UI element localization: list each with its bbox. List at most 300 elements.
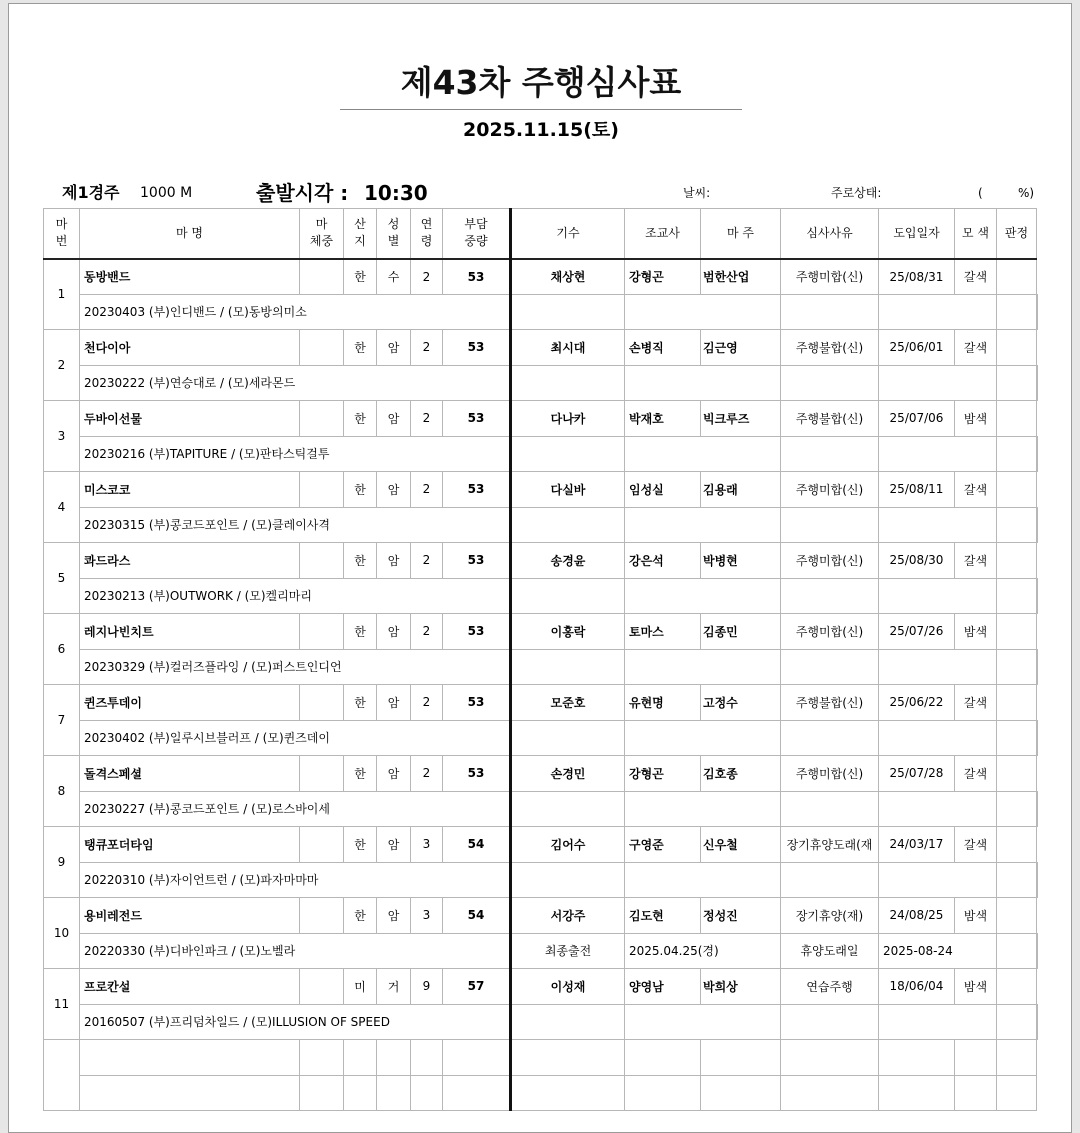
empty-cell (300, 1040, 344, 1076)
col-header-sex: 성 별 (377, 209, 411, 259)
horse-origin: 한 (344, 259, 377, 295)
table-row (44, 614, 1038, 650)
table-row (44, 898, 1038, 934)
horse-number: 2 (44, 330, 80, 401)
pedigree-info: 20230329 (부)컬러즈플라잉 / (모)퍼스트인디언 (80, 649, 511, 685)
empty-cell (781, 720, 879, 756)
horse-burden-weight: 53 (443, 614, 511, 650)
horse-sex: 암 (377, 330, 411, 366)
empty-cell (625, 507, 781, 543)
coat-color: 밤색 (955, 898, 997, 934)
empty-cell (511, 1075, 625, 1111)
empty-cell (1037, 294, 1038, 330)
pedigree-info: 20230216 (부)TAPITURE / (모)판타스틱걸투 (80, 436, 511, 472)
horse-origin: 한 (344, 472, 377, 508)
col-header-intro-date: 도입일자 (879, 209, 955, 259)
horse-sex: 암 (377, 685, 411, 721)
empty-cell (879, 436, 997, 472)
start-time-label: 출발시각 : (256, 181, 349, 205)
empty-cell (997, 578, 1037, 614)
empty-cell (997, 1075, 1037, 1111)
empty-cell (997, 791, 1037, 827)
empty-cell (411, 1075, 443, 1111)
jockey-name: 서강주 (511, 898, 625, 934)
horse-body-weight (300, 330, 344, 366)
pedigree-info: 20230222 (부)연승대로 / (모)세라몬드 (80, 365, 511, 401)
intro-date: 25/08/11 (879, 472, 955, 508)
col-header-reason: 심사사유 (781, 209, 879, 259)
pedigree-info: 20230402 (부)일루시브블러프 / (모)퀸즈데이 (80, 720, 511, 756)
verdict-cell (997, 898, 1037, 934)
intro-date: 25/06/01 (879, 330, 955, 366)
empty-cell (1037, 933, 1038, 969)
horse-sex: 암 (377, 827, 411, 863)
inspection-table (43, 208, 1038, 1111)
horse-name: 프로칸설 (80, 969, 300, 1005)
blank-row (44, 1075, 1038, 1111)
col-header-burden: 부담 중량 (443, 209, 511, 259)
table-row-info (44, 791, 1038, 827)
table-row (44, 543, 1038, 579)
empty-cell (344, 1040, 377, 1076)
verdict-cell (997, 330, 1037, 366)
coat-color: 밤색 (955, 401, 997, 437)
jockey-name: 이성재 (511, 969, 625, 1005)
horse-age: 2 (411, 330, 443, 366)
race-distance: 1000 M (140, 185, 193, 201)
empty-cell (625, 1075, 701, 1111)
horse-name: 미스코코 (80, 472, 300, 508)
inspection-reason: 장기휴양도래(재 (781, 827, 879, 863)
table-row-info (44, 1004, 1038, 1040)
horse-sex: 암 (377, 898, 411, 934)
empty-cell (625, 1040, 701, 1076)
table-row-info (44, 649, 1038, 685)
horse-sex: 암 (377, 401, 411, 437)
col-header-verdict: 판정 (997, 209, 1037, 259)
empty-cell (511, 436, 625, 472)
horse-sex: 거 (377, 969, 411, 1005)
intro-date: 25/07/26 (879, 614, 955, 650)
inspection-reason: 주행미합(신) (781, 543, 879, 579)
horse-age: 2 (411, 472, 443, 508)
coat-color: 갈색 (955, 756, 997, 792)
document-date: 2025.11.15(토) (463, 119, 619, 141)
horse-number: 3 (44, 401, 80, 472)
col-header-name: 마 명 (80, 209, 300, 259)
empty-cell (1037, 436, 1038, 472)
empty-cell (781, 365, 879, 401)
owner-name: 박병현 (701, 543, 781, 579)
empty-cell (879, 791, 997, 827)
empty-cell (781, 294, 879, 330)
jockey-name: 손경민 (511, 756, 625, 792)
trainer-name: 구영준 (625, 827, 701, 863)
table-row (44, 330, 1038, 366)
empty-cell (1037, 365, 1038, 401)
horse-number: 5 (44, 543, 80, 614)
trainer-name: 김도현 (625, 898, 701, 934)
table-row-info (44, 720, 1038, 756)
verdict-cell (997, 685, 1037, 721)
empty-cell (625, 294, 781, 330)
empty-number-cell (44, 1040, 80, 1111)
horse-name: 천다이아 (80, 330, 300, 366)
horse-age: 9 (411, 969, 443, 1005)
horse-name: 레지나빈치트 (80, 614, 300, 650)
horse-burden-weight: 54 (443, 827, 511, 863)
trainer-name: 유현명 (625, 685, 701, 721)
coat-color: 밤색 (955, 969, 997, 1005)
empty-cell (511, 1040, 625, 1076)
verdict-cell (997, 543, 1037, 579)
horse-origin: 한 (344, 543, 377, 579)
table-row-info (44, 507, 1038, 543)
inspection-reason: 주행불합(신) (781, 330, 879, 366)
horse-sex: 암 (377, 543, 411, 579)
weather-label: 날씨: (683, 186, 711, 200)
trainer-name: 강형곤 (625, 259, 701, 295)
verdict-cell (997, 827, 1037, 863)
intro-date: 25/08/30 (879, 543, 955, 579)
jockey-name: 이홍락 (511, 614, 625, 650)
table-row-info (44, 436, 1038, 472)
horse-sex: 암 (377, 756, 411, 792)
empty-cell (879, 365, 997, 401)
horse-number: 10 (44, 898, 80, 969)
empty-cell (625, 365, 781, 401)
track-condition-label: 주로상태: (831, 186, 882, 200)
horse-age: 2 (411, 401, 443, 437)
owner-name: 김근영 (701, 330, 781, 366)
table-row-info (44, 294, 1038, 330)
trainer-name: 강형곤 (625, 756, 701, 792)
col-header-color: 모 색 (955, 209, 997, 259)
horse-burden-weight: 53 (443, 472, 511, 508)
empty-cell (955, 1040, 997, 1076)
empty-cell (879, 1004, 997, 1040)
horse-name: 돌격스페셜 (80, 756, 300, 792)
inspection-reason: 주행미합(신) (781, 259, 879, 295)
empty-cell (879, 294, 997, 330)
horse-origin: 미 (344, 969, 377, 1005)
empty-cell (781, 862, 879, 898)
owner-name: 범한산업 (701, 259, 781, 295)
empty-cell (511, 649, 625, 685)
verdict-cell (997, 259, 1037, 295)
empty-cell (511, 578, 625, 614)
empty-cell (625, 1004, 781, 1040)
empty-cell (997, 1004, 1037, 1040)
table-row (44, 827, 1038, 863)
horse-burden-weight: 54 (443, 898, 511, 934)
empty-cell (781, 436, 879, 472)
horse-sex: 암 (377, 614, 411, 650)
document-title: 제43차 주행심사표 (400, 63, 682, 102)
coat-color: 갈색 (955, 472, 997, 508)
empty-cell (997, 436, 1037, 472)
table-row-info (44, 578, 1038, 614)
horse-burden-weight: 53 (443, 543, 511, 579)
coat-color: 갈색 (955, 543, 997, 579)
empty-cell (511, 862, 625, 898)
empty-cell (997, 294, 1037, 330)
last-race-value: 2025.04.25(경) (625, 933, 781, 969)
empty-cell (1037, 791, 1038, 827)
empty-cell (625, 862, 781, 898)
intro-date: 25/06/22 (879, 685, 955, 721)
table-row (44, 259, 1038, 295)
horse-origin: 한 (344, 401, 377, 437)
empty-cell (879, 720, 997, 756)
empty-cell (1037, 649, 1038, 685)
owner-name: 고정수 (701, 685, 781, 721)
horse-age: 2 (411, 614, 443, 650)
jockey-name: 모준호 (511, 685, 625, 721)
inspection-reason: 주행미합(신) (781, 756, 879, 792)
horse-name: 퀸즈투데이 (80, 685, 300, 721)
rest-due-label: 휴양도래일 (781, 933, 879, 969)
owner-name: 김종민 (701, 614, 781, 650)
horse-age: 2 (411, 685, 443, 721)
blank-row (44, 1040, 1038, 1076)
empty-cell (625, 578, 781, 614)
empty-cell (1037, 507, 1038, 543)
empty-cell (781, 507, 879, 543)
empty-cell (443, 1075, 511, 1111)
horse-age: 2 (411, 543, 443, 579)
col-header-owner: 마 주 (701, 209, 781, 259)
horse-age: 3 (411, 827, 443, 863)
inspection-reason: 주행미합(신) (781, 614, 879, 650)
horse-name: 두바이선물 (80, 401, 300, 437)
empty-cell (879, 1075, 955, 1111)
col-header-age: 연 령 (411, 209, 443, 259)
empty-cell (511, 294, 625, 330)
empty-cell (511, 365, 625, 401)
pedigree-info: 20230403 (부)인디밴드 / (모)동방의미소 (80, 294, 511, 330)
coat-color: 갈색 (955, 330, 997, 366)
jockey-name: 채상현 (511, 259, 625, 295)
verdict-cell (997, 614, 1037, 650)
col-header-jockey: 기수 (511, 209, 625, 259)
empty-cell (781, 649, 879, 685)
empty-cell (997, 649, 1037, 685)
horse-sex: 수 (377, 259, 411, 295)
horse-burden-weight: 53 (443, 259, 511, 295)
horse-name: 콰드라스 (80, 543, 300, 579)
horse-burden-weight: 53 (443, 756, 511, 792)
empty-cell (879, 862, 997, 898)
horse-origin: 한 (344, 898, 377, 934)
horse-number: 9 (44, 827, 80, 898)
empty-cell (511, 791, 625, 827)
col-header-body-weight: 마 체중 (300, 209, 344, 259)
intro-date: 18/06/04 (879, 969, 955, 1005)
horse-origin: 한 (344, 756, 377, 792)
empty-cell (80, 1075, 300, 1111)
horse-number: 8 (44, 756, 80, 827)
jockey-name: 다실바 (511, 472, 625, 508)
jockey-name: 송경윤 (511, 543, 625, 579)
horse-burden-weight: 57 (443, 969, 511, 1005)
empty-cell (377, 1040, 411, 1076)
verdict-cell (997, 472, 1037, 508)
table-row (44, 472, 1038, 508)
empty-cell (300, 1075, 344, 1111)
table-row-info (44, 933, 1038, 969)
horse-body-weight (300, 756, 344, 792)
inspection-reason: 주행불합(신) (781, 401, 879, 437)
intro-date: 25/08/31 (879, 259, 955, 295)
empty-cell (997, 862, 1037, 898)
empty-cell (997, 720, 1037, 756)
empty-cell (344, 1075, 377, 1111)
col-header-trainer: 조교사 (625, 209, 701, 259)
coat-color: 갈색 (955, 259, 997, 295)
pedigree-info: 20230315 (부)콩코드포인트 / (모)클레이사격 (80, 507, 511, 543)
empty-cell (443, 1040, 511, 1076)
jockey-name: 다나카 (511, 401, 625, 437)
pedigree-info: 20220330 (부)디바인파크 / (모)노벨라 (80, 933, 511, 969)
jockey-name: 김어수 (511, 827, 625, 863)
col-header-no: 마 번 (44, 209, 80, 259)
horse-burden-weight: 53 (443, 685, 511, 721)
inspection-reason: 주행불합(신) (781, 685, 879, 721)
moisture-paren-close: %) (1018, 186, 1035, 200)
table-row-info (44, 365, 1038, 401)
table-row (44, 756, 1038, 792)
jockey-name: 최시대 (511, 330, 625, 366)
empty-cell (411, 1040, 443, 1076)
horse-age: 3 (411, 898, 443, 934)
empty-cell (377, 1075, 411, 1111)
trainer-name: 손병직 (625, 330, 701, 366)
empty-cell (781, 1004, 879, 1040)
empty-cell (997, 507, 1037, 543)
table-header-row (44, 209, 1038, 259)
inspection-reason: 장기휴양(재) (781, 898, 879, 934)
empty-cell (625, 649, 781, 685)
empty-cell (625, 791, 781, 827)
horse-number: 11 (44, 969, 80, 1040)
empty-cell (625, 720, 781, 756)
horse-name: 동방밴드 (80, 259, 300, 295)
col-header-origin: 산 지 (344, 209, 377, 259)
table-row-info (44, 862, 1038, 898)
horse-age: 2 (411, 756, 443, 792)
horse-number: 4 (44, 472, 80, 543)
empty-cell (1037, 862, 1038, 898)
verdict-cell (997, 401, 1037, 437)
owner-name: 정성진 (701, 898, 781, 934)
pedigree-info: 20230213 (부)OUTWORK / (모)켈리마리 (80, 578, 511, 614)
empty-cell (879, 1040, 955, 1076)
moisture-paren-open: ( (978, 186, 983, 200)
owner-name: 김용래 (701, 472, 781, 508)
trainer-name: 토마스 (625, 614, 701, 650)
table-row (44, 969, 1038, 1005)
horse-body-weight (300, 827, 344, 863)
horse-burden-weight: 53 (443, 330, 511, 366)
horse-name: 탱큐포더타임 (80, 827, 300, 863)
empty-cell (781, 791, 879, 827)
empty-cell (781, 1075, 879, 1111)
intro-date: 25/07/28 (879, 756, 955, 792)
horse-number: 7 (44, 685, 80, 756)
horse-body-weight (300, 685, 344, 721)
owner-name: 신우철 (701, 827, 781, 863)
empty-cell (80, 1040, 300, 1076)
trainer-name: 임성실 (625, 472, 701, 508)
race-label: 제1경주 (62, 183, 120, 202)
owner-name: 박희상 (701, 969, 781, 1005)
intro-date: 25/07/06 (879, 401, 955, 437)
last-race-label: 최종출전 (511, 933, 625, 969)
empty-cell (781, 578, 879, 614)
empty-cell (511, 507, 625, 543)
horse-body-weight (300, 898, 344, 934)
empty-cell (955, 1075, 997, 1111)
horse-sex: 암 (377, 472, 411, 508)
horse-body-weight (300, 472, 344, 508)
horse-origin: 한 (344, 614, 377, 650)
horse-number: 6 (44, 614, 80, 685)
horse-origin: 한 (344, 827, 377, 863)
table-row (44, 685, 1038, 721)
title-underline (340, 109, 742, 110)
horse-body-weight (300, 969, 344, 1005)
horse-body-weight (300, 543, 344, 579)
trainer-name: 박재호 (625, 401, 701, 437)
inspection-reason: 주행미합(신) (781, 472, 879, 508)
pedigree-info: 20230227 (부)콩코드포인트 / (모)로스바이세 (80, 791, 511, 827)
empty-cell (701, 1040, 781, 1076)
horse-number: 1 (44, 259, 80, 330)
empty-cell (511, 1004, 625, 1040)
coat-color: 갈색 (955, 827, 997, 863)
inspection-reason: 연습주행 (781, 969, 879, 1005)
verdict-cell (997, 969, 1037, 1005)
coat-color: 갈색 (955, 685, 997, 721)
empty-cell (997, 1040, 1037, 1076)
trainer-name: 양영남 (625, 969, 701, 1005)
empty-cell (1037, 578, 1038, 614)
pedigree-info: 20160507 (부)프리덤차일드 / (모)ILLUSION OF SPEED (80, 1004, 511, 1040)
empty-cell (625, 436, 781, 472)
horse-origin: 한 (344, 330, 377, 366)
verdict-cell (997, 756, 1037, 792)
coat-color: 밤색 (955, 614, 997, 650)
horse-age: 2 (411, 259, 443, 295)
empty-cell (997, 365, 1037, 401)
pedigree-info: 20220310 (부)자이언트런 / (모)파자마마마 (80, 862, 511, 898)
owner-name: 김호종 (701, 756, 781, 792)
table-row (44, 401, 1038, 437)
horse-name: 용비레전드 (80, 898, 300, 934)
owner-name: 빅크루즈 (701, 401, 781, 437)
empty-cell (1037, 720, 1038, 756)
empty-cell (511, 720, 625, 756)
empty-cell (781, 1040, 879, 1076)
horse-body-weight (300, 259, 344, 295)
trainer-name: 강은석 (625, 543, 701, 579)
rest-due-value: 2025-08-24 (879, 933, 997, 969)
empty-cell (879, 507, 997, 543)
empty-cell (879, 578, 997, 614)
intro-date: 24/03/17 (879, 827, 955, 863)
empty-cell (879, 649, 997, 685)
